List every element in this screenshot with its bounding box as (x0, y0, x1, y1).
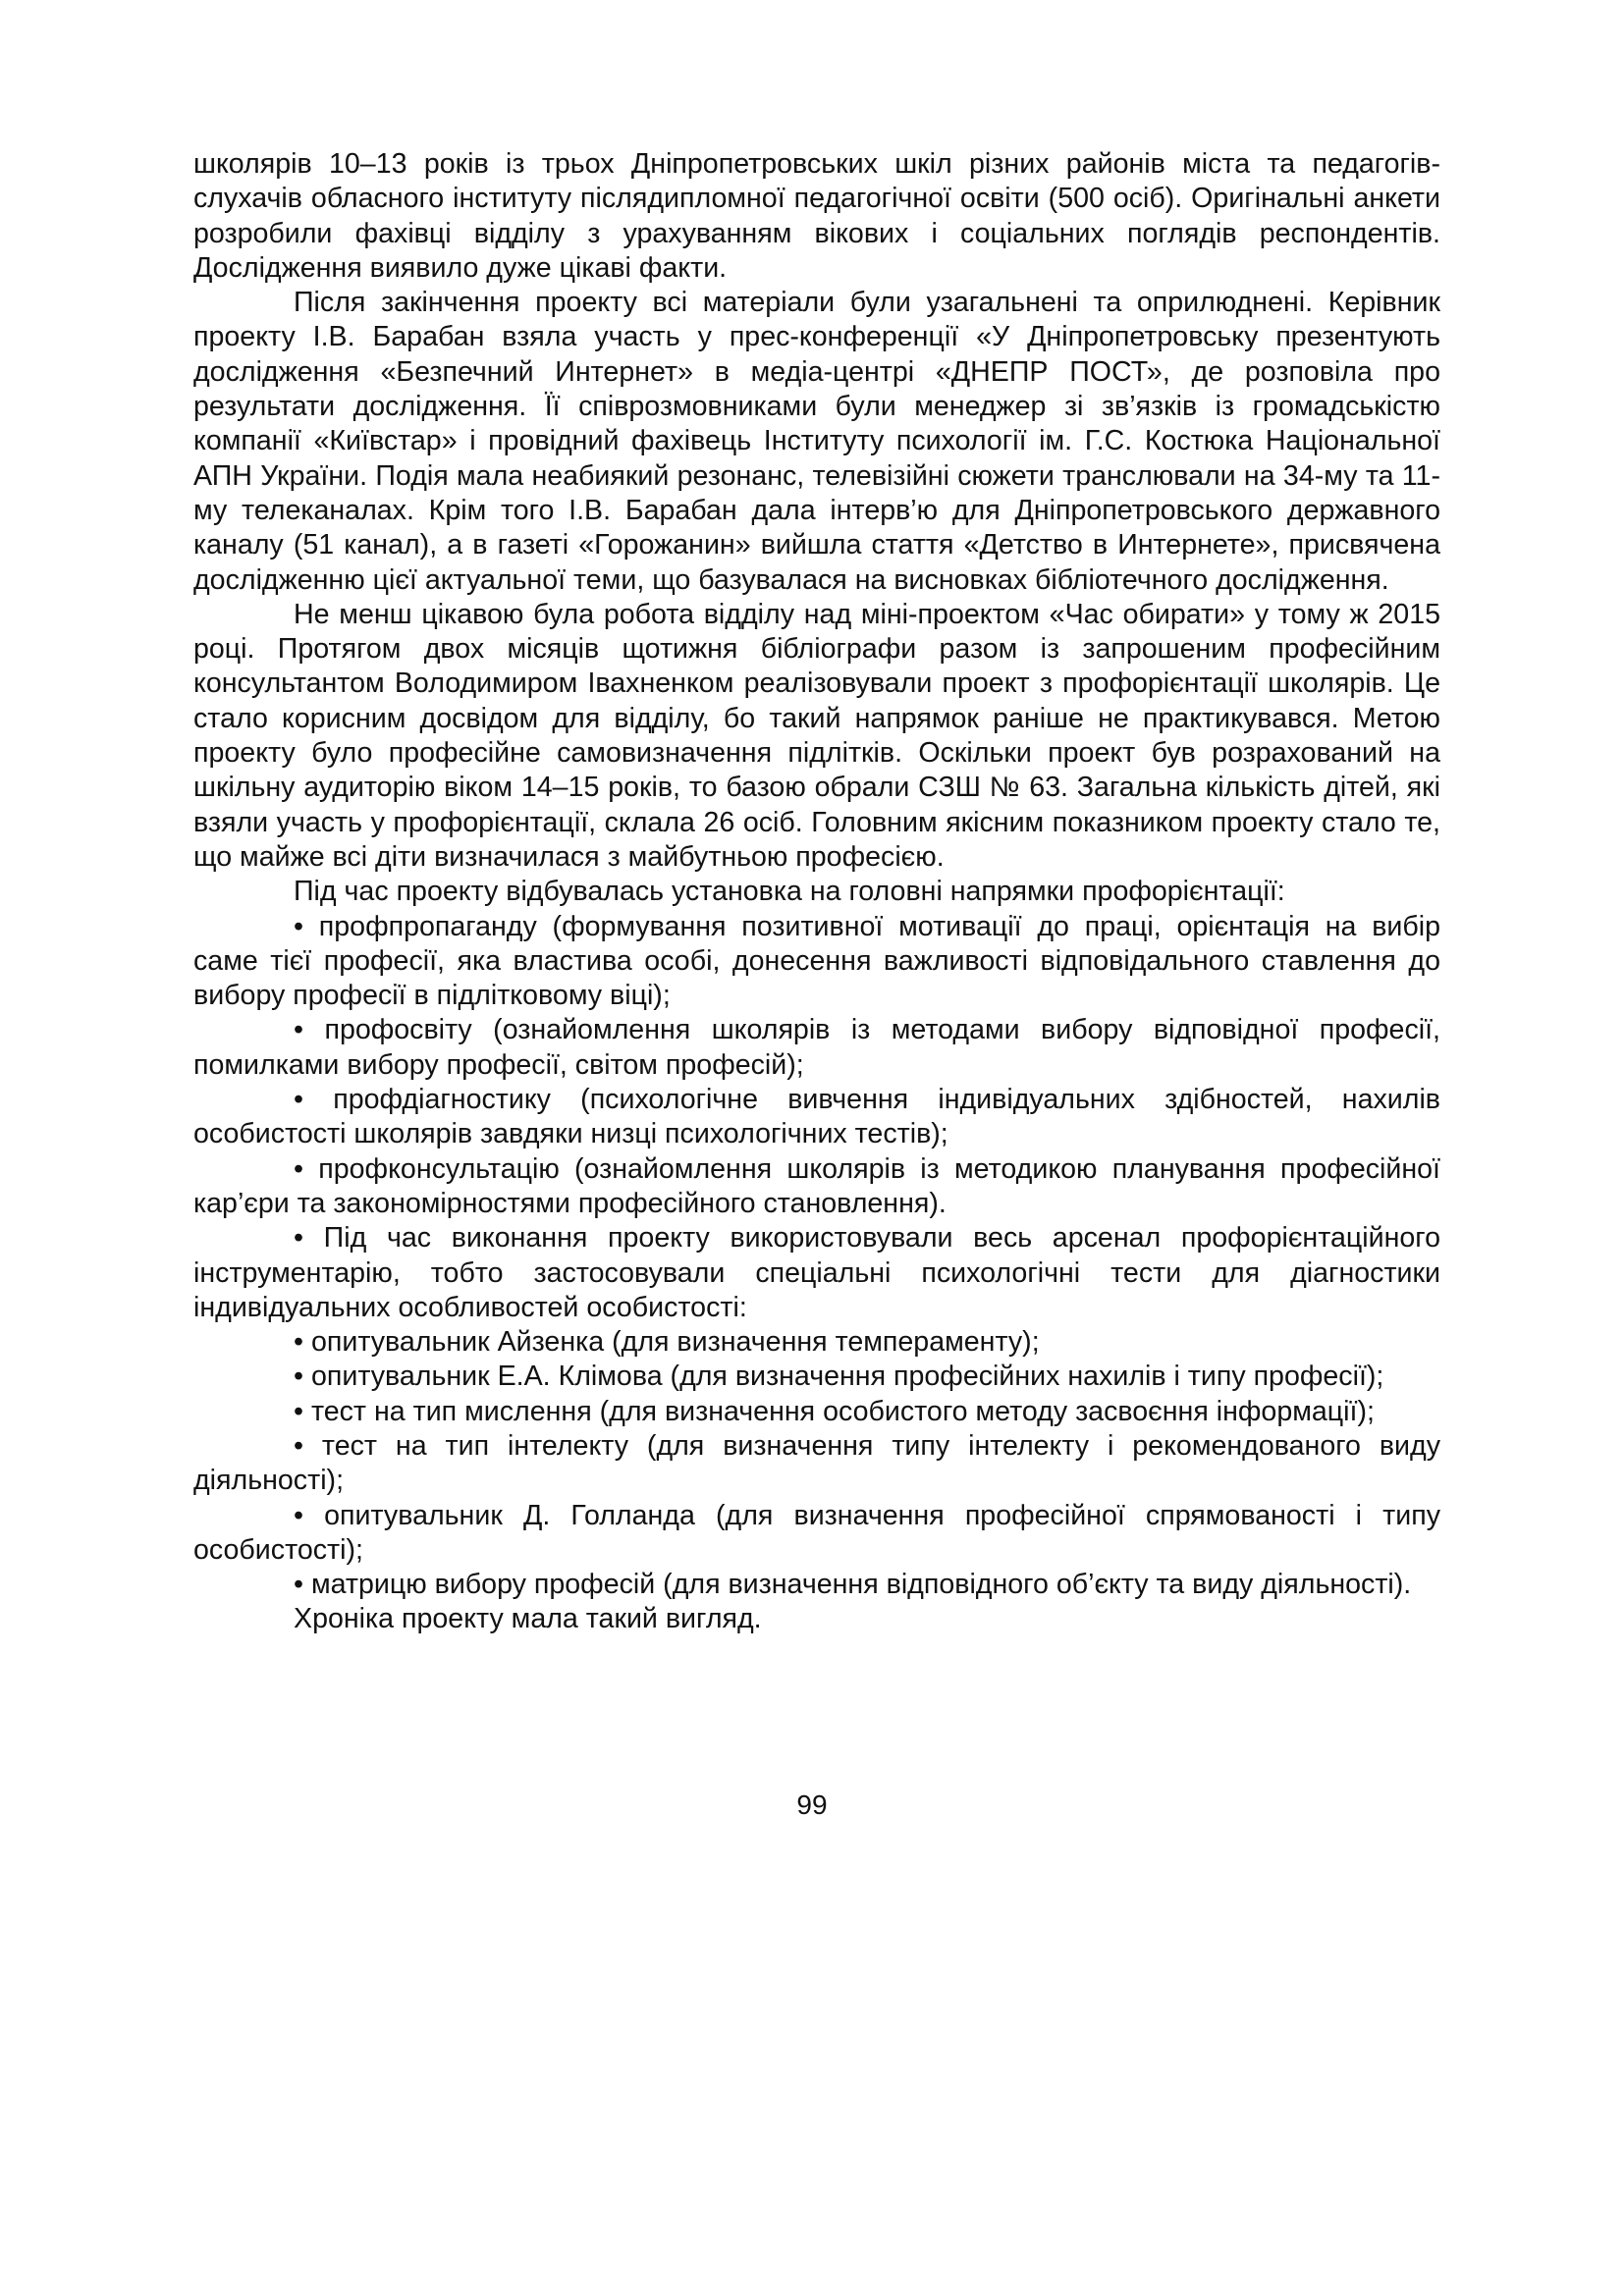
bullet-item: • профконсультацію (ознайомлення школярів із методикою планування професійної кар’єри та закономірностями професійного становлення). (193, 1152, 1440, 1219)
page-number: 99 (796, 1789, 828, 1820)
page-body (193, 147, 1440, 1637)
bullet-item: • матрицю вибору професій (для визначення відповідного об’єкту та виду діяльності). (294, 1569, 1412, 1601)
bullet-item: • опитувальник Д. Голланда (для визначення професійної спрямованості і типу особистості); (193, 1499, 1440, 1566)
paragraph: Після закінчення проекту всі матеріали були узагальнені та оприлюднені. Керівник проекту І.В. Барабан взяла участь у прес-конференції «У Дніпропетровську презентують дослідження «Безпечний Интернет» в медіа-центрі «ДНЕПР ПОСТ», де розповіла про результати дослідження. Її співрозмовниками були менеджер зі зв’язків із громадськістю компанії «Київстар» і провідний фахівець Інституту психології ім. Г.С. Костюка Національної АПН України. Подія мала неабиякий резонанс, телевізійні сюжети транслювали на 34-му та 11-му телеканалах. Крім того І.В. Барабан дала інтерв’ю для Дніпропетровського державного каналу (51 канал), а в газеті «Горожанин» вийшла стаття «Детство в Интернете», присвячена дослідженню цієї актуальної теми, що базувалася на висновках бібліотечного дослідження. (193, 287, 1440, 596)
bullet-item: • опитувальник Е.А. Клімова (для визначення професійних нахилів і типу професії); (294, 1361, 1384, 1393)
bullet-item: • профдіагностику (психологічне вивчення індивідуальних здібностей, нахилів особистості школярів завдяки низці психологічних тестів); (193, 1084, 1440, 1150)
paragraph: Під час проекту відбувалась установка на головні напрямки профорієнтації: (294, 876, 1285, 908)
bullet-item: • тест на тип мислення (для визначення особистого методу засвоєння інформації); (294, 1395, 1375, 1427)
bullet-item: • профосвіту (ознайомлення школярів із методами вибору відповідної професії, помилками вибору професії, світом професій); (193, 1014, 1440, 1081)
paragraph: Не менш цікавою була робота відділу над міні-проектом «Час обирати» у тому ж 2015 році. Протягом двох місяців щотижня бібліографи разом із запрошеним професійним консультантом Володимиром Івахненком реалізовували проект з профорієнтації школярів. Це стало корисним досвідом для відділу, бо такий напрямок раніше не практикувався. Метою проекту було професійне самовизначення підлітків. Оскільки проект був розрахований на шкільну аудиторію віком 14–15 років, то базою обрали СЗШ № 63. Загальна кількість дітей, які взяли участь у профорієнтації, склала 26 осіб. Головним якісним показником проекту стало те, що майже всі діти визначилася з майбутньою професією. (193, 598, 1440, 873)
bullet-item: • профпропаганду (формування позитивної мотивації до праці, орієнтація на вибір саме тієї професії, яка властива особі, донесення важливості відповідального ставлення до вибору професії в підлітковому віці); (193, 910, 1440, 1012)
bullet-item: • Під час виконання проекту використовували весь арсенал профорієнтаційного інструментарію, тобто застосовували спеціальні психологічні тести для діагностики індивідуальних особливостей особистості: (193, 1222, 1440, 1323)
paragraph: Хроніка проекту мала такий вигляд. (294, 1603, 762, 1635)
bullet-item: • опитувальник Айзенка (для визначення темпераменту); (294, 1326, 1040, 1359)
bullet-item: • тест на тип інтелекту (для визначення типу інтелекту і рекомендованого виду діяльності); (193, 1429, 1440, 1497)
paragraph: школярів 10–13 років із трьох Дніпропетровських шкіл різних районів міста та педагогів-слухачів обласного інституту післядипломної педагогічної освіти (500 осіб). Оригінальні анкети розробили фахівці відділу з урахуванням вікових і соціальних поглядів респондентів. Дослідження виявило дуже цікаві факти. (193, 148, 1440, 284)
